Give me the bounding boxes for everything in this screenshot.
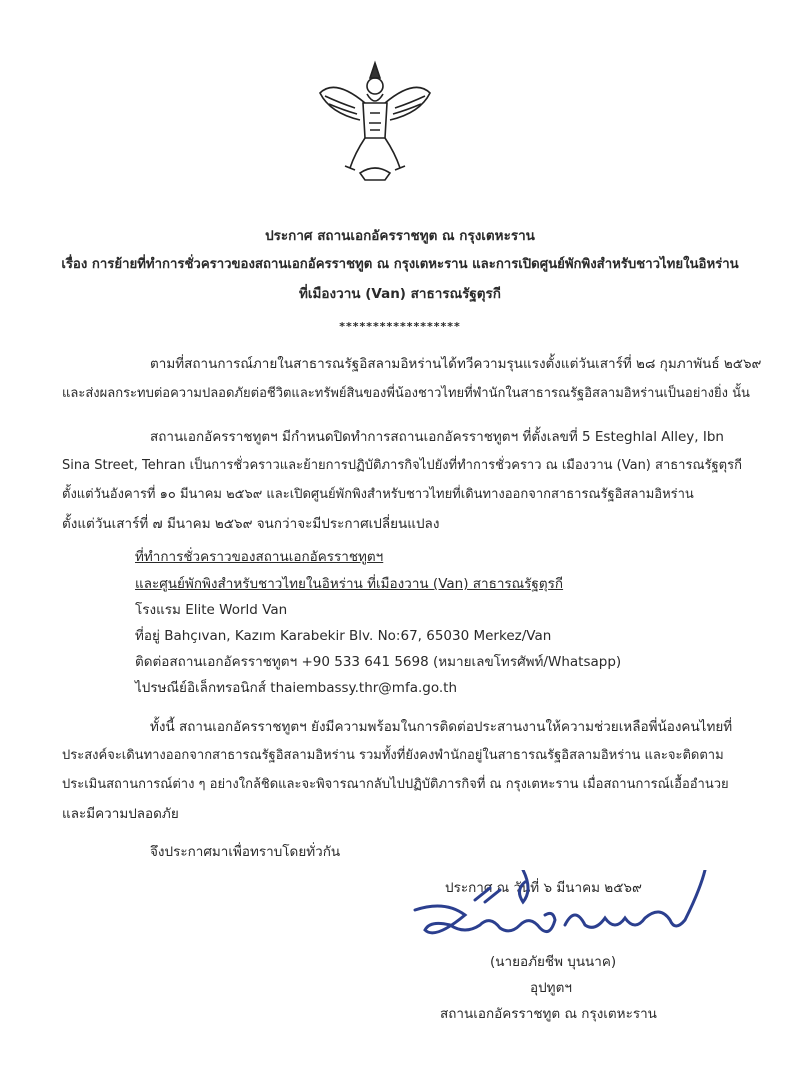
paragraph3-line: ประสงค์จะเดินทางออกจากสาธารณรัฐอิสลามอิหร่าน รวมทั้งที่ยังคงพำนักอยู่ในสาธารณรัฐอิสลามอิหร่าน และจะติดตาม [62, 748, 724, 763]
address-heading-1: ที่ทำการชั่วคราวของสถานเอกอัครราชทูตฯ [135, 549, 384, 565]
paragraph2-line: ตั้งแต่วันอังคารที่ ๑๐ มีนาคม ๒๕๖๙ และเปิดศูนย์พักพิงสำหรับชาวไทยที่เดินทางออกจากสาธารณรัฐอิสลามอิหร่าน [62, 487, 694, 502]
closing-line: จึงประกาศมาเพื่อทราบโดยทั่วกัน [150, 844, 341, 860]
paragraph1-line: ตามที่สถานการณ์ภายในสาธารณรัฐอิสลามอิหร่านได้ทวีความรุนแรงตั้งแต่วันเสาร์ที่ ๒๘ กุมภาพันธ์ ๒๕๖๙ [150, 356, 762, 372]
subject-line-1: เรื่อง การย้ายที่ทำการชั่วคราวของสถานเอกอัครราชทูต ณ กรุงเตหะราน และการเปิดศูนย์พักพิงสำหรับชาวไทยในอิหร่าน [61, 257, 739, 272]
signatory-position: อุปทูตฯ [530, 980, 572, 996]
signatory-office: สถานเอกอัครราชทูต ณ กรุงเตหะราน [440, 1006, 657, 1022]
address-email[interactable]: ไปรษณีย์อิเล็กทรอนิกส์ thaiembassy.thr@mfa.go.th [135, 680, 457, 696]
address-heading-2: และศูนย์พักพิงสำหรับชาวไทยในอิหร่าน ที่เมืองวาน (Van) สาธารณรัฐตุรกี [135, 576, 564, 592]
signature-block [400, 870, 720, 1030]
signatory-name: (นายอภัยชีพ บุนนาค) [490, 954, 617, 970]
separator: ****************** [339, 320, 461, 333]
paragraph2-line: Sina Street, Tehran เป็นการชั่วคราวและย้ายการปฏิบัติภารกิจไปยังที่ทำการชั่วคราว ณ เมืองวาน (Van) สาธารณรัฐตุรกี [62, 458, 742, 473]
handwritten-signature [405, 870, 715, 950]
announcement-title: ประกาศ สถานเอกอัครราชทูต ณ กรุงเตหะราน [265, 228, 535, 244]
signature-date: ประกาศ ณ วันที่ ๖ มีนาคม ๒๕๖๙ [445, 880, 642, 896]
paragraph2-line: สถานเอกอัครราชทูตฯ มีกำหนดปิดทำการสถานเอกอัครราชทูตฯ ที่ตั้งเลขที่ 5 Esteghlal Alley, Ibn [150, 429, 724, 445]
paragraph3-line: ทั้งนี้ สถานเอกอัครราชทูตฯ ยังมีความพร้อมในการติดต่อประสานงานให้ความช่วยเหลือพี่น้องคนไทยที่ [150, 719, 733, 735]
paragraph1-line: และส่งผลกระทบต่อความปลอดภัยต่อชีวิตและทรัพย์สินของพี่น้องชาวไทยที่พำนักในสาธารณรัฐอิสลามอิหร่านเป็นอย่างยิ่ง นั้น [62, 386, 750, 401]
paragraph3-line: และมีความปลอดภัย [62, 806, 179, 822]
subject-line-2: ที่เมืองวาน (Van) สาธารณรัฐตุรกี [299, 286, 501, 302]
address-street: ที่อยู่ Bahçıvan, Kazım Karabekir Blv. No:67, 65030 Merkez/Van [135, 628, 552, 644]
address-hotel: โรงแรม Elite World Van [135, 602, 288, 618]
paragraph3-line: ประเมินสถานการณ์ต่าง ๆ อย่างใกล้ชิดและจะพิจารณากลับไปปฏิบัติภารกิจที่ ณ กรุงเตหะราน เมื่อสถานการณ์เอื้ออำนวย [62, 777, 729, 792]
garuda-emblem [315, 58, 435, 183]
address-phone[interactable]: ติดต่อสถานเอกอัครราชทูตฯ +90 533 641 5698 (หมายเลขโทรศัพท์/Whatsapp) [135, 654, 622, 670]
paragraph2-line: ตั้งแต่วันเสาร์ที่ ๗ มีนาคม ๒๕๖๙ จนกว่าจะมีประกาศเปลี่ยนแปลง [62, 516, 440, 532]
